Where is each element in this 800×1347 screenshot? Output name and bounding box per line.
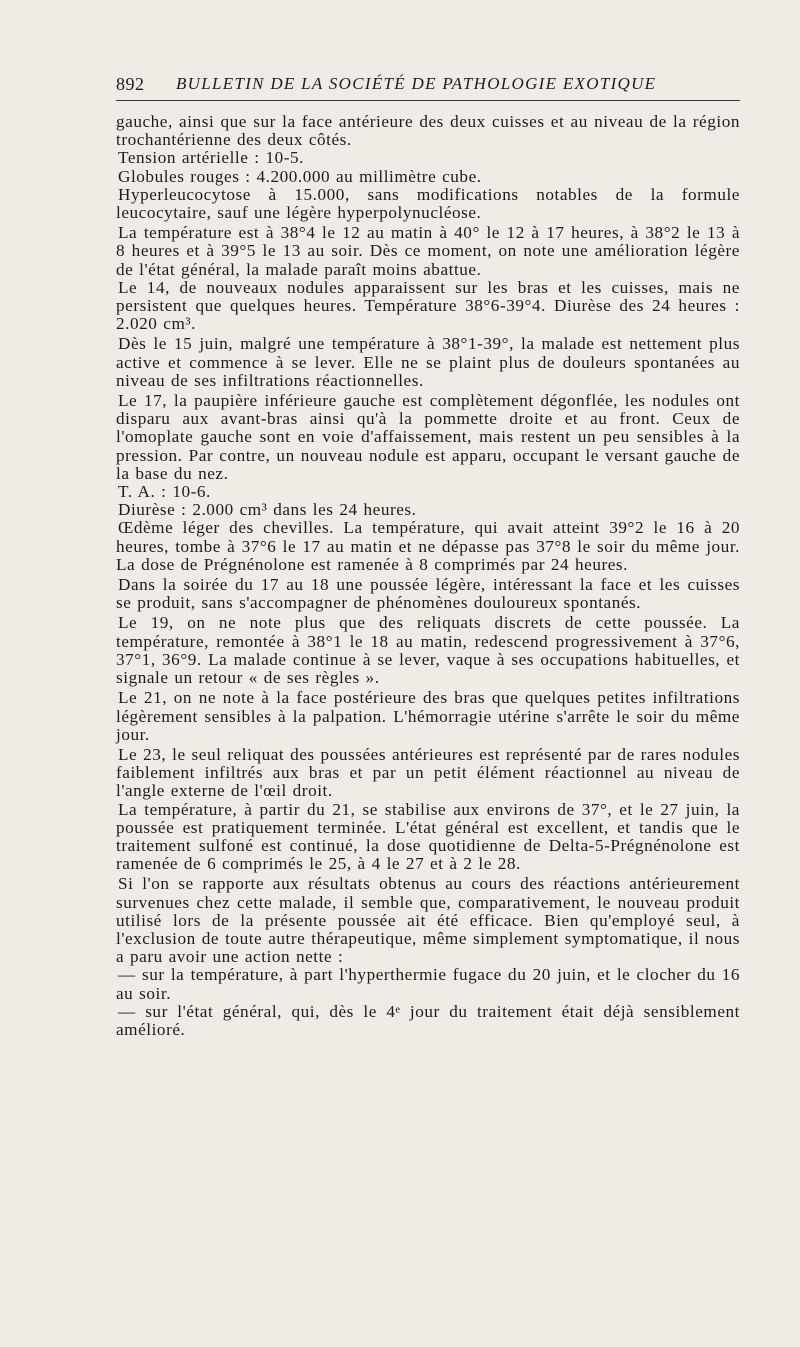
paragraph: La température, à partir du 21, se stabilise aux environs de 37°, et le 27 juin, la poussée est pratiquement terminée. L'état général est excellent, et tandis que le traitement sulfoné est continué, la dose quotidienne de Delta-5-Prégnénolone est ramenée de 6 comprimés le 25, à 4 le 27 et à 2 le 28. xyxy=(116,799,740,874)
paragraph: Le 23, le seul reliquat des poussées antérieures est représenté par de rares nodules faiblement infiltrés aux bras et par un petit élément réactionnel au niveau de l'angle externe de l'œil droit. xyxy=(116,744,740,801)
paragraph: Œdème léger des chevilles. La température, qui avait atteint 39°2 le 16 à 20 heures, tombe à 37°6 le 17 au matin et ne dépasse pas 37°8 le soir du même jour. La dose de Prégnénolone est ramenée à 8 comprimés par 24 heures. xyxy=(116,518,740,574)
paragraph: Si l'on se rapporte aux résultats obtenus au cours des réactions antérieurement survenues chez cette malade, il semble que, comparativement, le nouveau produit utilisé lors de la présente poussée ait été efficace. Bien qu'employé seul, à l'exclusion de toute autre thérapeutique, même simplement symptomatique, il nous a paru avoir une action nette : xyxy=(116,874,740,967)
journal-title: BULLETIN DE LA SOCIÉTÉ DE PATHOLOGIE EXOTIQUE xyxy=(176,74,657,93)
paragraph: Le 21, on ne note à la face postérieure des bras que quelques petites infiltrations légèrement sensibles à la palpation. L'hémorragie utérine s'arrête le soir du même jour. xyxy=(116,688,740,744)
page-header xyxy=(116,72,740,101)
paragraph: Diurèse : 2.000 cm³ dans les 24 heures. xyxy=(118,500,417,520)
paragraph: Tension artérielle : 10-5. xyxy=(118,148,305,168)
paragraph: Globules rouges : 4.200.000 au millimètre cube. xyxy=(118,166,482,186)
page-number: 892 xyxy=(116,74,145,94)
paragraph: Dès le 15 juin, malgré une température à 38°1-39°, la malade est nettement plus active et commence à se lever. Elle ne se plaint plus de douleurs spontanées au niveau de ses infiltrations réactionnelles. xyxy=(116,334,740,390)
body-text xyxy=(116,113,740,1039)
paragraph: Hyperleucocytose à 15.000, sans modifications notables de la formule leucocytaire, sauf une légère hyperpolynucléose. xyxy=(116,184,740,223)
paragraph: Le 14, de nouveaux nodules apparaissent sur les bras et les cuisses, mais ne persistent que quelques heures. Température 38°6-39°4. Diurèse des 24 heures : 2.020 cm³. xyxy=(116,277,740,334)
paragraph: T. A. : 10-6. xyxy=(118,482,211,502)
paragraph: Le 19, on ne note plus que des reliquats discrets de cette poussée. La température, remontée à 38°1 le 18 au matin, redescend progressivement à 37°6, 37°1, 36°9. La malade continue à se lever, vaque à ses occupations habituelles, et signale un retour « de ses règles ». xyxy=(116,613,740,688)
paragraph: — sur la température, à part l'hyperthermie fugace du 20 juin, et le clocher du 16 au soir. xyxy=(116,965,740,1003)
paragraph: Le 17, la paupière inférieure gauche est complètement dégonflée, les nodules ont disparu aux avant-bras ainsi qu'à la pommette droite et au front. Ceux de l'omoplate gauche sont en voie d'affaissement, mais restent un peu sensibles à la pression. Par contre, un nouveau nodule est apparu, occupant le versant gauche de la base du nez. xyxy=(116,391,740,483)
paragraph: La température est à 38°4 le 12 au matin à 40° le 12 à 17 heures, à 38°2 le 13 à 8 heures et à 39°5 le 13 au soir. Dès ce moment, on note une amélioration légère de l'état général, la malade paraît moins abattue. xyxy=(116,223,740,279)
paragraph: gauche, ainsi que sur la face antérieure des deux cuisses et au niveau de la région trochantérienne des deux côtés. xyxy=(116,112,740,150)
paragraph: Dans la soirée du 17 au 18 une poussée légère, intéressant la face et les cuisses se produit, sans s'accompagner de phénomènes douloureux spontanés. xyxy=(116,575,740,613)
paragraph: — sur l'état général, qui, dès le 4ᵉ jour du traitement était déjà sensiblement amélioré. xyxy=(116,1001,740,1039)
